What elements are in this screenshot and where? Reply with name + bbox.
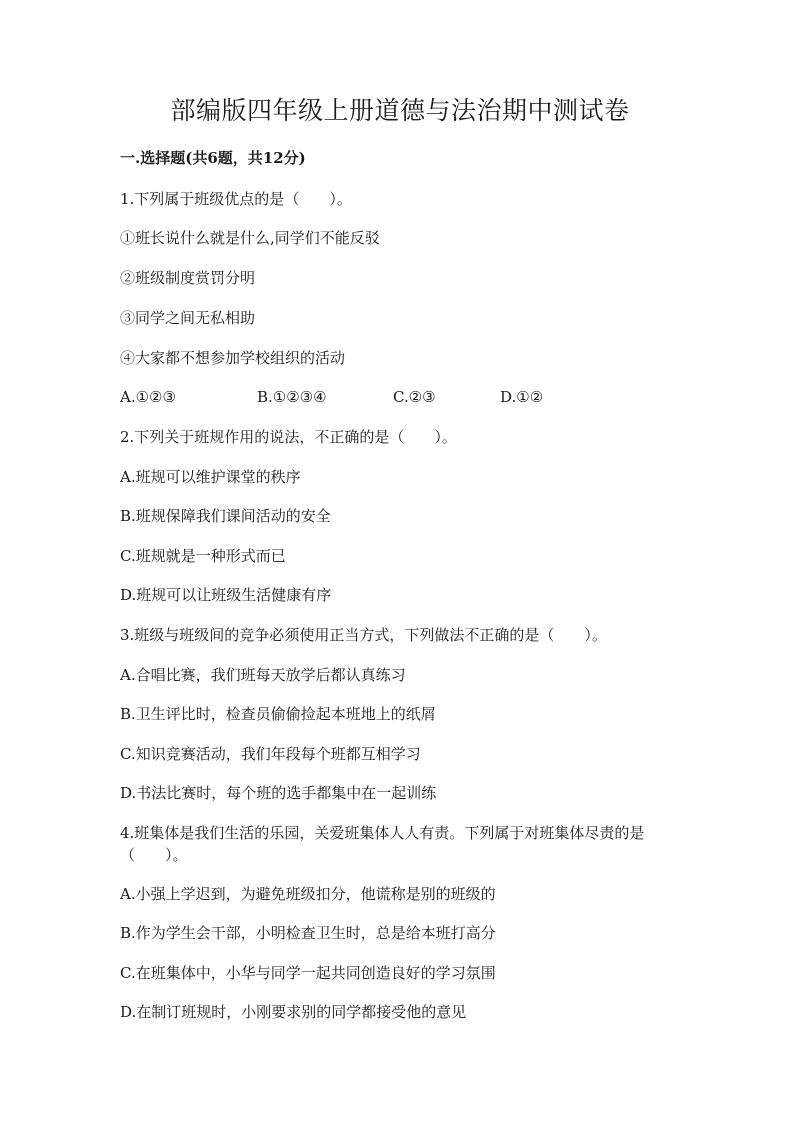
question-2-option-a: A.班规可以维护课堂的秩序 xyxy=(120,468,301,486)
question-4-option-a: A.小强上学迟到，为避免班级扣分，他谎称是别的班级的 xyxy=(120,885,496,903)
page-title: 部编版四年级上册道德与法治期中测试卷 xyxy=(170,96,630,125)
question-2-option-d: D.班规可以让班级生活健康有序 xyxy=(120,586,332,604)
question-2-option-b: B.班规保障我们课间活动的安全 xyxy=(120,507,331,525)
question-1-option-d: D.①② xyxy=(500,388,544,406)
question-3-option-d: D.书法比赛时，每个班的选手都集中在一起训练 xyxy=(120,784,437,802)
question-4-option-d: D.在制订班规时，小刚要求别的同学都接受他的意见 xyxy=(120,1003,467,1021)
question-1-item-3: ③同学之间无私相助 xyxy=(120,309,256,327)
question-2-stem: 2.下列关于班规作用的说法，不正确的是（ ）。 xyxy=(120,428,457,446)
question-3-option-b: B.卫生评比时，检查员偷偷捡起本班地上的纸屑 xyxy=(120,705,436,723)
question-1-item-2: ②班级制度赏罚分明 xyxy=(120,269,256,287)
question-2-option-c: C.班规就是一种形式而已 xyxy=(120,547,286,565)
question-3-option-c: C.知识竞赛活动，我们年段每个班都互相学习 xyxy=(120,745,421,763)
question-1-item-1: ①班长说什么就是什么,同学们不能反驳 xyxy=(120,229,380,247)
question-1-option-a: A.①②③ xyxy=(120,388,176,406)
question-4-stem: 4.班集体是我们生活的乐园，关爱班集体人人有责。下列属于对班集体尽责的是（ ）。 xyxy=(120,824,645,864)
section-heading: 一.选择题(共6题，共12分) xyxy=(120,149,306,167)
question-3-stem: 3.班级与班级间的竞争必须使用正当方式，下列做法不正确的是（ ）。 xyxy=(120,626,607,644)
question-1-option-c: C.②③ xyxy=(393,388,436,406)
question-1-item-4: ④大家都不想参加学校组织的活动 xyxy=(120,349,346,367)
question-4-option-b: B.作为学生会干部，小明检查卫生时，总是给本班打高分 xyxy=(120,924,496,942)
question-1-option-b: B.①②③④ xyxy=(257,388,327,406)
question-4-option-c: C.在班集体中，小华与同学一起共同创造良好的学习氛围 xyxy=(120,964,496,982)
question-1-stem: 1.下列属于班级优点的是（ ）。 xyxy=(120,190,352,208)
question-3-option-a: A.合唱比赛，我们班每天放学后都认真练习 xyxy=(120,666,406,684)
